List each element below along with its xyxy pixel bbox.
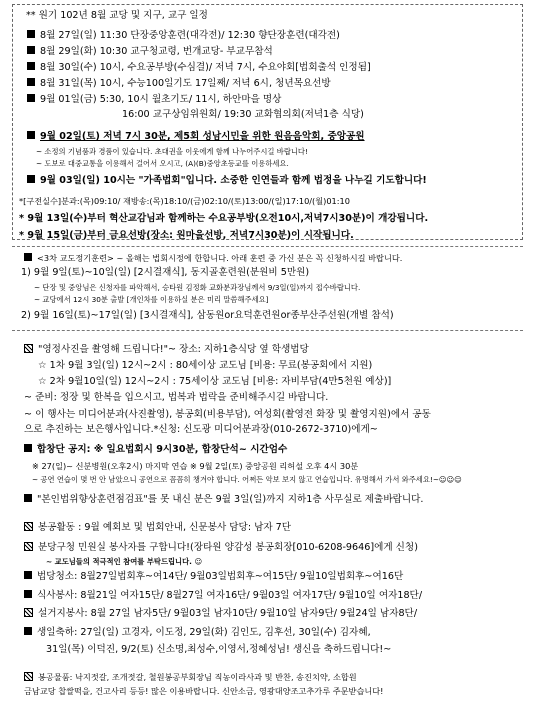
hatched-square-icon (24, 542, 33, 551)
training-item: 2) 9월 16일(토)~17일(일) [3시결재식], 삼동원or요덕훈련원or종부산주선원(개별 참석) (21, 310, 394, 321)
square-bullet-icon (27, 30, 35, 38)
square-bullet-icon (27, 94, 35, 102)
concert-notice: 9월 02일(토) 저녁 7시 30분, 제5회 성남시민을 위한 원음음악회, 중앙공원 (27, 131, 365, 142)
class-hours: *[구전실수]분과:(목)09:10/ 재방송:(목)18:10/(금)02:10/(토)13:00/(일)17:10/(월)01:10 (19, 196, 350, 206)
square-bullet-icon (24, 494, 32, 502)
donation-notice: 봉공물품: 낙지젓갈, 조개젓갈, 철원봉공부회장님 직농이라사과 및 반찬, 송진치약, 소합원 (24, 672, 357, 681)
square-bullet-icon (24, 590, 32, 598)
volunteer-notice: 분당구청 민원실 봉사자를 구합니다!(장타원 양감성 봉공회장[010-6208-9646]에게 신청) (24, 542, 418, 553)
hatched-square-icon (24, 344, 33, 353)
training-note: ~ 교당에서 12시 30분 출발 [개인차를 이용하실 분은 미리 말씀해주세요] (34, 295, 269, 304)
square-bullet-icon (27, 131, 35, 139)
new-class-notice: * 9월 15일(금)부터 금요선방(장소: 원마을선방, 저녁7시30분)이 시작됩니다. (19, 230, 354, 241)
square-bullet-icon (27, 62, 35, 70)
training-title: <3차 교도정기훈련> ~ 올해는 법회시정에 한합니다. 아래 훈련 중 가신 분은 꼭 신청하시길 바랍니다. (24, 253, 402, 262)
cleaning-duty: 법당청소: 8월27일법회후~여14단/ 9월03일법회후~여15단/ 9월10일법회후~여16단 (24, 571, 403, 582)
divider (12, 246, 523, 247)
family-service-notice: 9월 03일(일) 10시는 "가족법회"입니다. 소중한 인연들과 함께 법정을 나누길 기도합니다! (27, 175, 427, 186)
new-class-notice: * 9월 13일(수)부터 혁산교감님과 함께하는 수요공부방(오전10시,저녁7시30분)이 개강됩니다. (19, 213, 429, 224)
concert-note: ~ 도보로 대중교통을 이용해서 걸어서 오시고, (A)(B)중앙초등교를 이용하세요. (36, 159, 289, 168)
schedule-item: 8월 27일(일) 11:30 단장중앙훈련(대각전)/ 12:30 향단장훈련(대각전) (27, 30, 340, 41)
square-bullet-icon (24, 444, 32, 452)
photo-item: 으로 추진하는 보은행사입니다.*신청: 신도광 미디어분과장(010-2672-3710)에게~ (24, 424, 378, 435)
schedule-item: 9월 01일(금) 5:30, 10시 월초기도/ 11시, 하안마을 명상 (27, 94, 281, 105)
schedule-item: 8월 29일(화) 10:30 교구청교령, 번개교당- 부교무참석 (27, 46, 273, 57)
training-item: 1) 9월 9일(토)~10일(일) [2시결재식], 동지골훈련원(분원비 5만원) (21, 267, 310, 278)
square-bullet-icon (24, 627, 32, 635)
square-bullet-icon (24, 571, 32, 579)
hatched-square-icon (24, 608, 33, 617)
photo-title: "영정사진을 촬영해 드립니다!"~ 장소: 지하1층식당 옆 학생법당 (24, 344, 309, 355)
photo-item: ☆ 1차 9월 3일(일) 12시~2시 : 80세이상 교도님 [비용: 무료(봉공회에서 지원) (38, 360, 373, 371)
training-note: ~ 단장 및 중앙님은 신청자를 파악해서, 승타원 김정화 교화분과장님께서 9/3일(일)까지 접수바랍니다. (34, 283, 361, 292)
square-bullet-icon (27, 175, 35, 183)
birthday-notice: 생일축하: 27일(일) 고경자, 이도정, 29일(화) 김인도, 김후선, 30일(수) 김자혜, (24, 627, 371, 638)
dish-duty: 설거지봉사: 8월 27일 남자5단/ 9월03일 남자10단/ 9월10일 남자9단/ 9월24일 남자8단/ (24, 608, 417, 619)
square-bullet-icon (24, 253, 32, 261)
square-bullet-icon (27, 46, 35, 54)
photo-item: ~ 이 행사는 미디어분과(사진촬영), 봉공회(비용부담), 여성회(촬영전 화장 및 촬영지원)에서 공동 (24, 409, 431, 420)
divider (12, 330, 523, 331)
birthday-notice-continued: 31일(목) 이덕진, 9/2(토) 신소명,최성수,이영서,정혜성님! 생신을 축하드립니다!~ (46, 644, 392, 655)
hatched-square-icon (24, 522, 33, 531)
donation-notice-continued: 금남교당 찹쌀떡을, 건고사리 등등! 많은 이용바랍니다. 신안소금, 영광대양조고추가루 주문받습니다! (24, 686, 384, 696)
volunteer-note: ~ 교도님들의 적극적인 참여를 부탁드립니다. ☺ (46, 557, 203, 566)
volunteer-notice: 봉공활동 : 9월 예회보 및 법회안내, 신문봉사 담당: 남자 7단 (24, 522, 291, 533)
schedule-header: ** 원기 102년 8월 교당 및 지구, 교구 일정 (26, 10, 208, 21)
photo-item: ~ 준비: 정장 및 한복을 입으시고, 법복과 법락을 준비해주시길 바랍니다. (24, 392, 329, 403)
meal-duty: 식사봉사: 8월21일 여자15단/ 8월27일 여자16단/ 9월03일 여자17단/ 9월10일 여자18단/ (24, 590, 422, 601)
choir-note: ~ 공연 연습이 몇 번 안 남았으니 공연으로 꼼꼼히 챙겨야 합니다. 어쩌든 악보 보지 않고 연습입니다. 유명해서 가서 와주세요!~☺☺☺ (32, 475, 462, 484)
choir-note: ※ 27(일)~ 신분병원(오후2시) 마지막 연습 ※ 9월 2일(토) 중앙공원 리허설 오후 4시 30분 (32, 461, 359, 471)
photo-item: ☆ 2차 9월10일(일) 12시~2시 : 75세이상 교도님 [비용: 자비부담(4만5천원 예상)] (38, 376, 392, 387)
concert-note: ~ 소정의 기념품과 경품이 있습니다. 초대권을 이웃에게 함께 나누어주시길 바랍니다! (36, 147, 308, 156)
review-notice: "본인법위향상훈련점검표"를 못 내신 분은 9월 3일(일)까지 지하1층 사무실로 제출바랍니다. (24, 494, 423, 505)
square-bullet-icon (27, 78, 35, 86)
hatched-square-icon (24, 672, 33, 681)
schedule-item-continued: 16:00 교구상임위원회/ 19:30 교화협의회(저녁1층 식당) (122, 109, 364, 120)
choir-notice: 합창단 공지: ※ 일요법회시 9시30분, 합창단석~ 시간엄수 (24, 444, 287, 455)
schedule-item: 8월 30일(수) 10시, 수요공부방(수심결)/ 저녁 7시, 수요야회[법회출석 인정됨] (27, 62, 371, 73)
schedule-item: 8월 31일(목) 10시, 수능100일기도 17일째/ 저녁 6시, 청년목요선방 (27, 78, 331, 89)
